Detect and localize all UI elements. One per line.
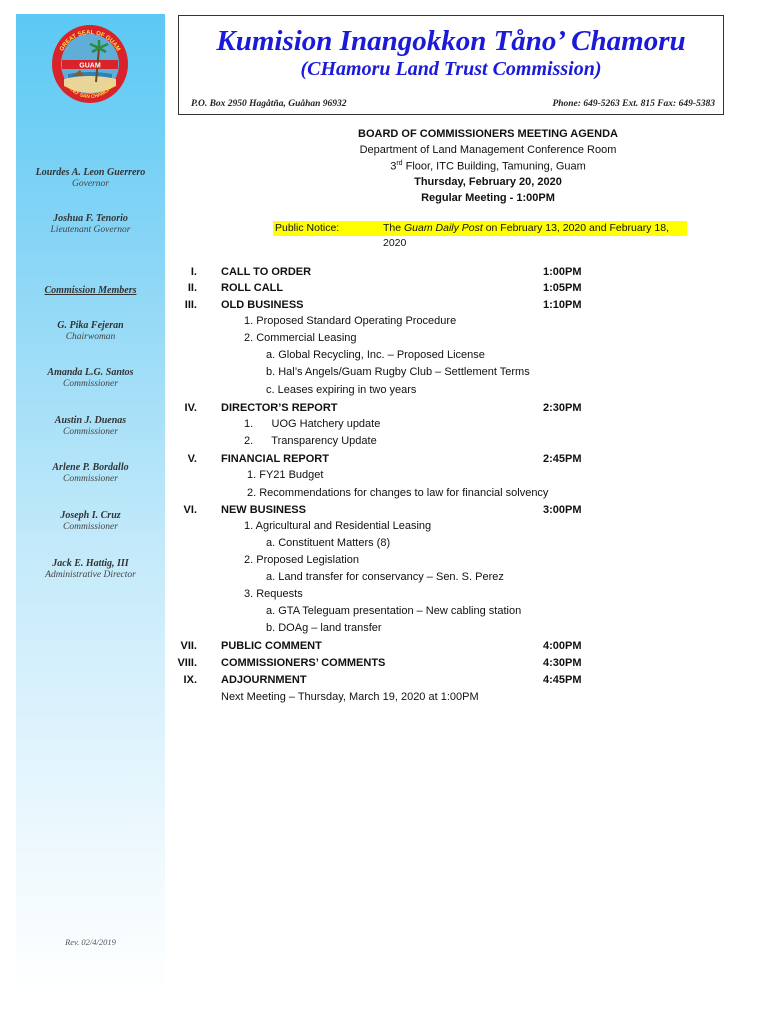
guam-seal-logo [50,24,130,104]
item-time: 4:30PM [543,657,582,669]
member-name: Arlene P. Bordallo [52,462,129,473]
sub-item: 1. FY21 Budget [247,469,324,481]
sub-item: a. GTA Teleguam presentation – New cabling station [266,605,522,617]
governor-name: Lourdes A. Leon Guerrero [35,167,146,178]
item-number: V. [187,453,197,465]
lt-governor-title: Lieutenant Governor [50,225,131,235]
member-role: Administrative Director [45,570,136,580]
sub-item: c. Leases expiring in two years [266,384,417,396]
meeting-location-building [220,160,756,173]
sub-item: 1. Proposed Standard Operating Procedure [244,315,457,327]
member-block [16,320,165,342]
seal-bottom-text: TANO' SAN CHAMORU [65,83,115,101]
item-number: VI. [183,504,197,516]
commission-subtitle: (CHamoru Land Trust Commission) [300,58,602,80]
member-role: Commissioner [63,522,118,532]
member-block [16,510,165,532]
item-time: 4:45PM [543,674,582,686]
sub-item: 1. UOG Hatchery update [244,418,381,430]
lt-governor-block [16,213,165,235]
lt-governor-name: Joshua F. Tenorio [53,213,128,224]
sub-item: b. DOAg – land transfer [266,622,382,634]
item-title: OLD BUSINESS [221,299,304,311]
member-block [16,367,165,389]
member-role: Chairwoman [65,332,116,342]
mailing-address: P.O. Box 2950 Hagåtña, Guåhan 96932 [191,99,347,109]
item-time: 1:00PM [543,266,582,278]
meeting-location-room: Department of Land Management Conference Room [359,144,617,156]
newspaper-name: Guam Daily Post [404,222,483,234]
member-block [16,462,165,484]
meeting-date: Thursday, February 20, 2020 [414,176,562,188]
floor-number: 3 [390,160,397,173]
sidebar [16,14,165,994]
member-name: Joseph I. Cruz [60,510,121,521]
item-title: ADJOURNMENT [221,674,307,686]
notice-prefix: The [383,222,405,234]
item-time: 2:30PM [543,402,582,414]
sub-item: b. Hal’s Angels/Guam Rugby Club – Settlement Terms [266,366,530,378]
letterhead [178,15,724,115]
item-time: 4:00PM [543,640,582,652]
item-number: VIII. [177,657,197,669]
member-name: G. Pika Fejeran [57,320,124,331]
member-name: Jack E. Hattig, III [52,558,129,569]
phone-fax: Phone: 649-5263 Ext. 815 Fax: 649-5383 [552,99,715,109]
member-block [16,415,165,437]
item-time: 1:10PM [543,299,582,311]
item-time: 1:05PM [543,282,582,294]
sub-item: 1. Agricultural and Residential Leasing [244,520,432,532]
sub-item: a. Land transfer for conservancy – Sen. S. Perez [266,571,504,583]
item-title: DIRECTOR’S REPORT [221,402,338,414]
item-title: PUBLIC COMMENT [221,640,322,652]
item-title: ROLL CALL [221,282,284,294]
regular-meeting-time: Regular Meeting - 1:00PM [421,192,555,204]
commission-title: Kumision Inangokkon Tåno’ Chamoru [216,25,686,57]
revision-date: Rev. 02/4/2019 [65,937,116,947]
item-number: VII. [180,640,197,652]
item-title: COMMISSIONERS’ COMMENTS [221,657,386,669]
public-notice [273,221,687,249]
governor-block [16,167,165,189]
item-title: FINANCIAL REPORT [221,453,329,465]
seal-banner-text: GUAM [79,62,101,70]
item-time: 3:00PM [543,504,582,516]
building-address: Floor, ITC Building, Tamuning, Guam [402,160,586,173]
member-role: Commissioner [63,379,118,389]
member-role: Commissioner [63,427,118,437]
public-notice-label: Public Notice: [275,222,340,234]
sub-item: 2. Recommendations for changes to law for financial solvency [247,487,549,499]
notice-dates: on February 13, 2020 and February 18, 2020 [383,222,669,249]
item-title: CALL TO ORDER [221,266,312,278]
sub-item: 3. Requests [244,588,303,600]
item-number: IX. [183,674,197,686]
sub-item: 2. Commercial Leasing [244,332,357,344]
item-number: III. [184,299,197,311]
sub-item: a. Global Recycling, Inc. – Proposed License [266,349,485,361]
sub-item: 2. Proposed Legislation [244,554,359,566]
commission-members-heading: Commission Members [44,285,137,296]
item-number: I. [190,266,197,278]
item-number: IV. [184,402,197,414]
sub-item: 2. Transparency Update [244,435,377,447]
member-name: Austin J. Duenas [54,415,127,426]
agenda-title: BOARD OF COMMISSIONERS MEETING AGENDA [358,128,618,140]
public-notice-text [383,221,687,251]
member-role: Commissioner [63,474,118,484]
floor-ordinal: rd [396,160,403,167]
member-name: Amanda L.G. Santos [47,367,134,378]
item-title: NEW BUSINESS [221,504,306,516]
item-number: II. [187,282,197,294]
sub-item: a. Constituent Matters (8) [266,537,391,549]
member-block [16,558,165,580]
seal-top-text: GREAT SEAL OF GUAM [59,29,121,53]
next-meeting: Next Meeting – Thursday, March 19, 2020 at 1:00PM [221,691,479,703]
governor-title: Governor [72,179,109,189]
item-time: 2:45PM [543,453,582,465]
